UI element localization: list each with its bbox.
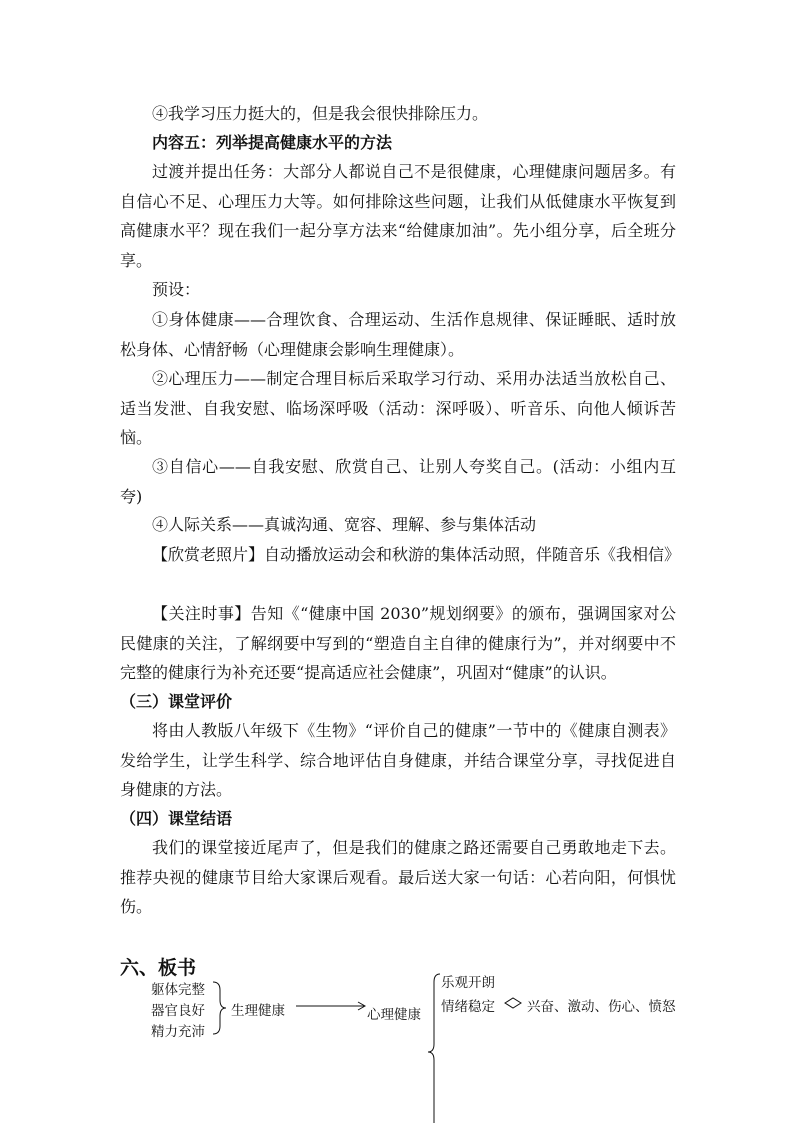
board-item-energetic: 精力充沛 bbox=[151, 1024, 205, 1040]
paragraph-old-photos: 【欣赏老照片】自动播放运动会和秋游的集体活动照，伴随音乐《我相信》 bbox=[152, 545, 681, 564]
paragraph-item-4: ④我学习压力挺大的，但是我会很快排除压力。 bbox=[152, 104, 489, 123]
board-branch-stable: 情绪稳定 bbox=[441, 999, 495, 1015]
section-heading-content5: 内容五：列举提高健康水平的方法 bbox=[152, 133, 393, 152]
board-emotions: 兴奋、激动、伤心、愤怒 bbox=[527, 999, 676, 1015]
board-branch-optimistic: 乐观开朗 bbox=[441, 975, 495, 991]
section-heading-blackboard: 六、板书 bbox=[120, 957, 197, 979]
board-item-body-complete: 躯体完整 bbox=[151, 982, 205, 998]
board-item-organs-good: 器官良好 bbox=[151, 1003, 205, 1019]
paragraph-relationships: ④人际关系——真诚沟通、宽容、理解、参与集体活动 bbox=[152, 515, 537, 534]
paragraph-current-events: 【关注时事】告知《“健康中国 2030”规划纲要》的颁布，强调国家对公民健康的关注，了解纲要中写到的“塑造自主自律的健康行为”，并对纲要中不完整的健康行为补充还要“提高适应社会健康”，巩固对“健康”的认识。 bbox=[120, 604, 676, 682]
paragraph-mental-stress: ②心理压力——制定合理目标后采取学习行动、采用办法适当放松自己、适当发泄、自我安慰、临场深呼吸（活动：深呼吸）、听音乐、向他人倾诉苦恼。 bbox=[120, 369, 676, 447]
double-arrow-icon bbox=[505, 998, 521, 1008]
paragraph-preset: 预设： bbox=[152, 280, 201, 299]
paragraph-body-health: ①身体健康——合理饮食、合理运动、生活作息规律、保证睡眠、适时放松身体、心情舒畅（心理健康会影响生理健康）。 bbox=[120, 310, 676, 359]
section-heading-conclusion: （四）课堂结语 bbox=[120, 809, 233, 828]
paragraph-transition: 过渡并提出任务：大部分人都说自己不是很健康，心理健康问题居多。有自信心不足、心理压力大等。如何排除这些问题，让我们从低健康水平恢复到高健康水平？现在我们一起分享方法来“给健康加油”。先小组分享，后全班分享。 bbox=[120, 162, 676, 270]
bracket-right bbox=[428, 974, 440, 1123]
paragraph-evaluation: 将由人教版八年级下《生物》“评价自己的健康”一节中的《健康自测表》发给学生，让学生科学、综合地评估自身健康，并结合课堂分享，寻找促进自身健康的方法。 bbox=[120, 721, 676, 799]
board-physical-health: 生理健康 bbox=[231, 1003, 285, 1019]
paragraph-confidence: ③自信心——自我安慰、欣赏自己、让别人夸奖自己。(活动：小组内互夸) bbox=[120, 457, 676, 506]
section-heading-evaluation: （三）课堂评价 bbox=[120, 692, 233, 711]
bracket-left bbox=[213, 982, 226, 1034]
board-mental-health: 心理健康 bbox=[367, 1007, 421, 1023]
paragraph-conclusion: 我们的课堂接近尾声了，但是我们的健康之路还需要自己勇敢地走下去。推荐央视的健康节目给大家课后观看。最后送大家一句话：心若向阳，何惧忧伤。 bbox=[120, 838, 676, 916]
